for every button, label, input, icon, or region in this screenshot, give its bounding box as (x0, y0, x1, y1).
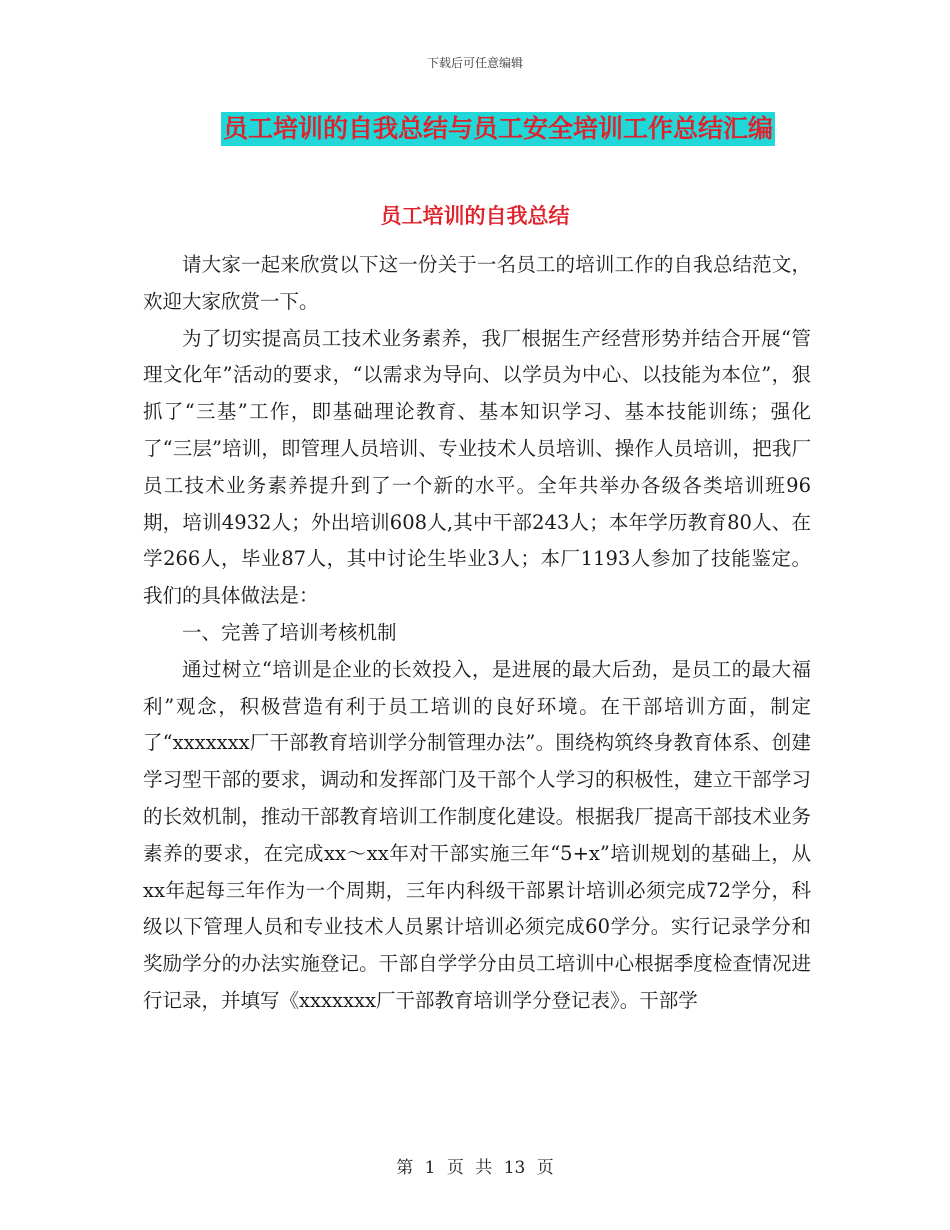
paragraph-intro: 请大家一起来欣赏以下这一份关于一名员工的培训工作的自我总结范文，欢迎大家欣赏一下。 (143, 253, 811, 313)
paragraph-assessment-details: 通过树立“培训是企业的长效投入，是进展的最大后劲，是员工的最大福利”观念，积极营造有利于员工培训的良好环境。在干部培训方面，制定了“xxxxxxx厂干部教育培训学分制管理办法”。围绕构筑终身教育体系、创建学习型干部的要求，调动和发挥部门及干部个人学习的积极性，建立干部学习的长效机制，推动干部教育培训工作制度化建设。根据我厂提高干部技术业务素养的要求，在完成xx～xx年对干部实施三年“5+x”培训规划的基础上，从xx年起每三年作为一个周期，三年内科级干部累计培训必须完成72学分，科级以下管理人员和专业技术人员累计培训必须完成60学分。实行记录学分和奖励学分的办法实施登记。干部自学学分由员工培训中心根据季度检查情况进行记录，并填写《xxxxxxx厂干部教育培训学分登记表》。干部学 (143, 657, 811, 1012)
page-footer: 第 1 页 共 13 页 (396, 1158, 554, 1178)
document-title-text: 员工培训的自我总结与员工安全培训工作总结汇编 (221, 112, 775, 146)
heading-training-assessment: 一、完善了培训考核机制 (182, 620, 397, 644)
paragraph-overview: 为了切实提高员工技术业务素养，我厂根据生产经营形势并结合开展“管理文化年”活动的要求，“以需求为导向、以学员为中心、以技能为本位”，狠抓了“三基”工作，即基础理论教育、基本知识学习、基本技能训练；强化了“三层”培训，即管理人员培训、专业技术人员培训、操作人员培训，把我厂员工技术业务素养提升到了一个新的水平。全年共举办各级各类培训班96期，培训4932人；外出培训608人,其中干部243人；本年学历教育80人、在学266人，毕业87人，其中讨论生毕业3人；本厂1193人参加了技能鉴定。我们的具体做法是： (143, 326, 811, 608)
document-body (143, 247, 811, 1020)
document-title (0, 112, 950, 146)
header-note: 下载后可任意编辑 (426, 56, 523, 70)
section-title: 员工培训的自我总结 (380, 203, 570, 228)
